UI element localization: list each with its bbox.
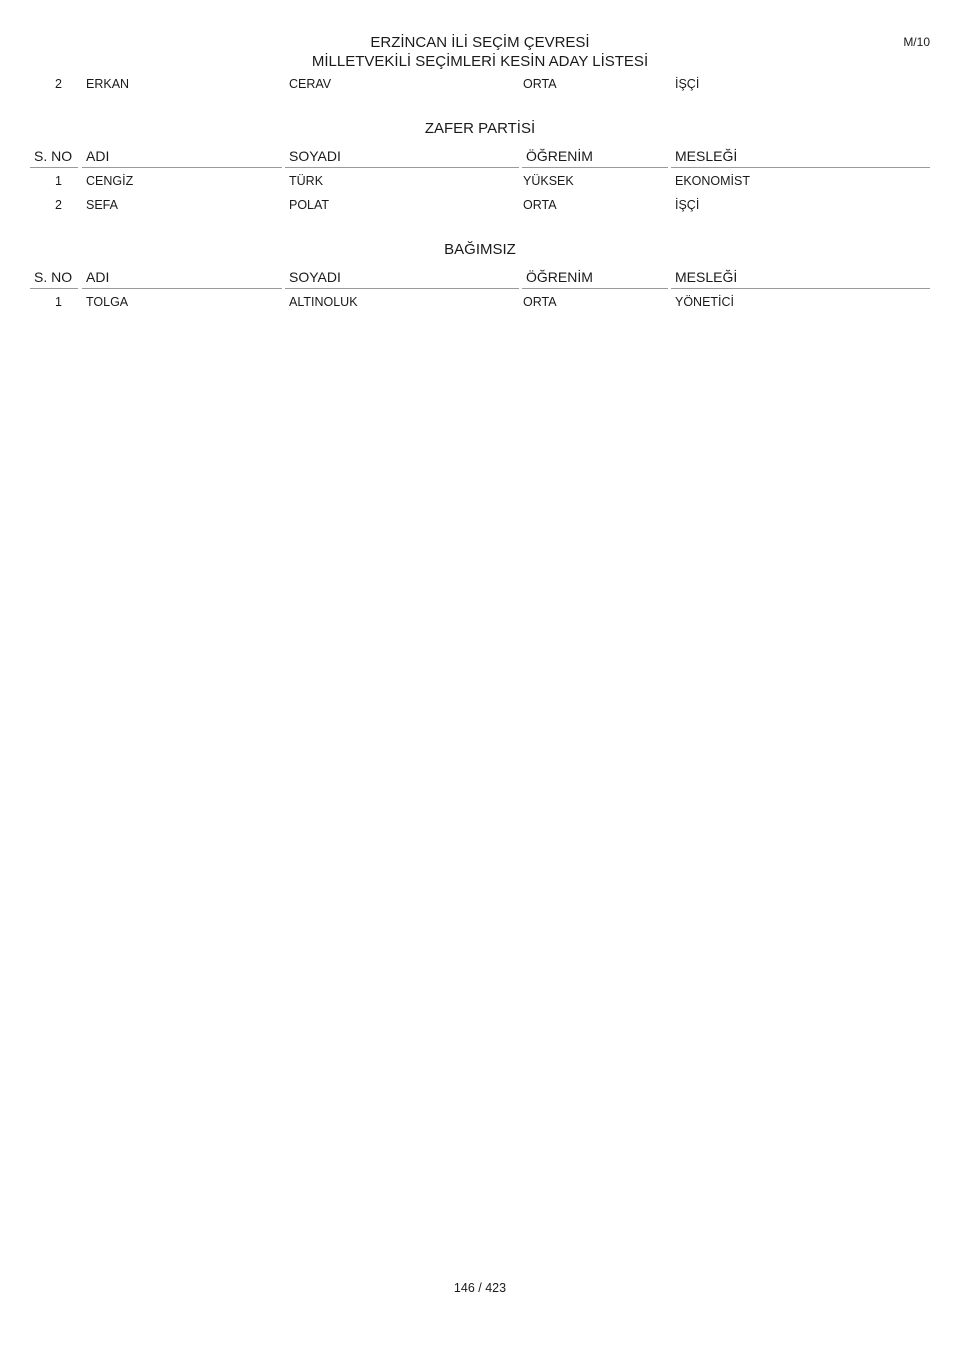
column-header-education: ÖĞRENİM — [526, 269, 593, 285]
cell-name: ERKAN — [86, 77, 130, 91]
cell-no: 2 — [55, 77, 62, 91]
header-divider — [671, 288, 930, 289]
header-divider — [82, 288, 282, 289]
cell-education: ORTA — [523, 77, 557, 91]
cell-occupation: YÖNETİCİ — [675, 295, 735, 309]
cell-occupation: İŞÇİ — [675, 198, 700, 212]
cell-occupation: İŞÇİ — [675, 77, 700, 91]
column-header-surname: SOYADI — [289, 269, 341, 285]
column-header-no: S. NO — [34, 148, 73, 164]
header-divider — [285, 288, 519, 289]
cell-education: ORTA — [523, 295, 557, 309]
cell-no: 1 — [55, 295, 62, 309]
cell-education: YÜKSEK — [523, 174, 574, 188]
header-divider — [522, 167, 668, 168]
header-divider — [30, 288, 78, 289]
header-divider — [30, 167, 78, 168]
cell-surname: TÜRK — [289, 174, 324, 188]
cell-education: ORTA — [523, 198, 557, 212]
section-title: ZAFER PARTİSİ — [424, 120, 536, 137]
column-header-name: ADI — [86, 269, 110, 285]
column-header-education: ÖĞRENİM — [526, 148, 593, 164]
cell-no: 1 — [55, 174, 62, 188]
cell-no: 2 — [55, 198, 62, 212]
header-divider — [82, 167, 282, 168]
cell-surname: POLAT — [289, 198, 330, 212]
cell-occupation: EKONOMİST — [675, 174, 751, 188]
page-number: 146 / 423 — [453, 1281, 507, 1295]
cell-name: CENGİZ — [86, 174, 134, 188]
header-divider — [671, 167, 930, 168]
cell-name: TOLGA — [86, 295, 129, 309]
section-title: BAĞIMSIZ — [444, 241, 516, 258]
column-header-name: ADI — [86, 148, 110, 164]
cell-name: SEFA — [86, 198, 118, 212]
column-header-occupation: MESLEĞİ — [675, 148, 738, 164]
header-divider — [522, 288, 668, 289]
column-header-no: S. NO — [34, 269, 73, 285]
column-header-occupation: MESLEĞİ — [675, 269, 738, 285]
document-code: M/10 — [903, 35, 930, 49]
cell-surname: CERAV — [289, 77, 332, 91]
cell-surname: ALTINOLUK — [289, 295, 358, 309]
column-header-surname: SOYADI — [289, 148, 341, 164]
header-divider — [285, 167, 519, 168]
document-title: ERZİNCAN İLİ SEÇİM ÇEVRESİ — [370, 34, 590, 51]
document-subtitle: MİLLETVEKİLİ SEÇİMLERİ KESİN ADAY LİSTESİ — [311, 53, 649, 70]
